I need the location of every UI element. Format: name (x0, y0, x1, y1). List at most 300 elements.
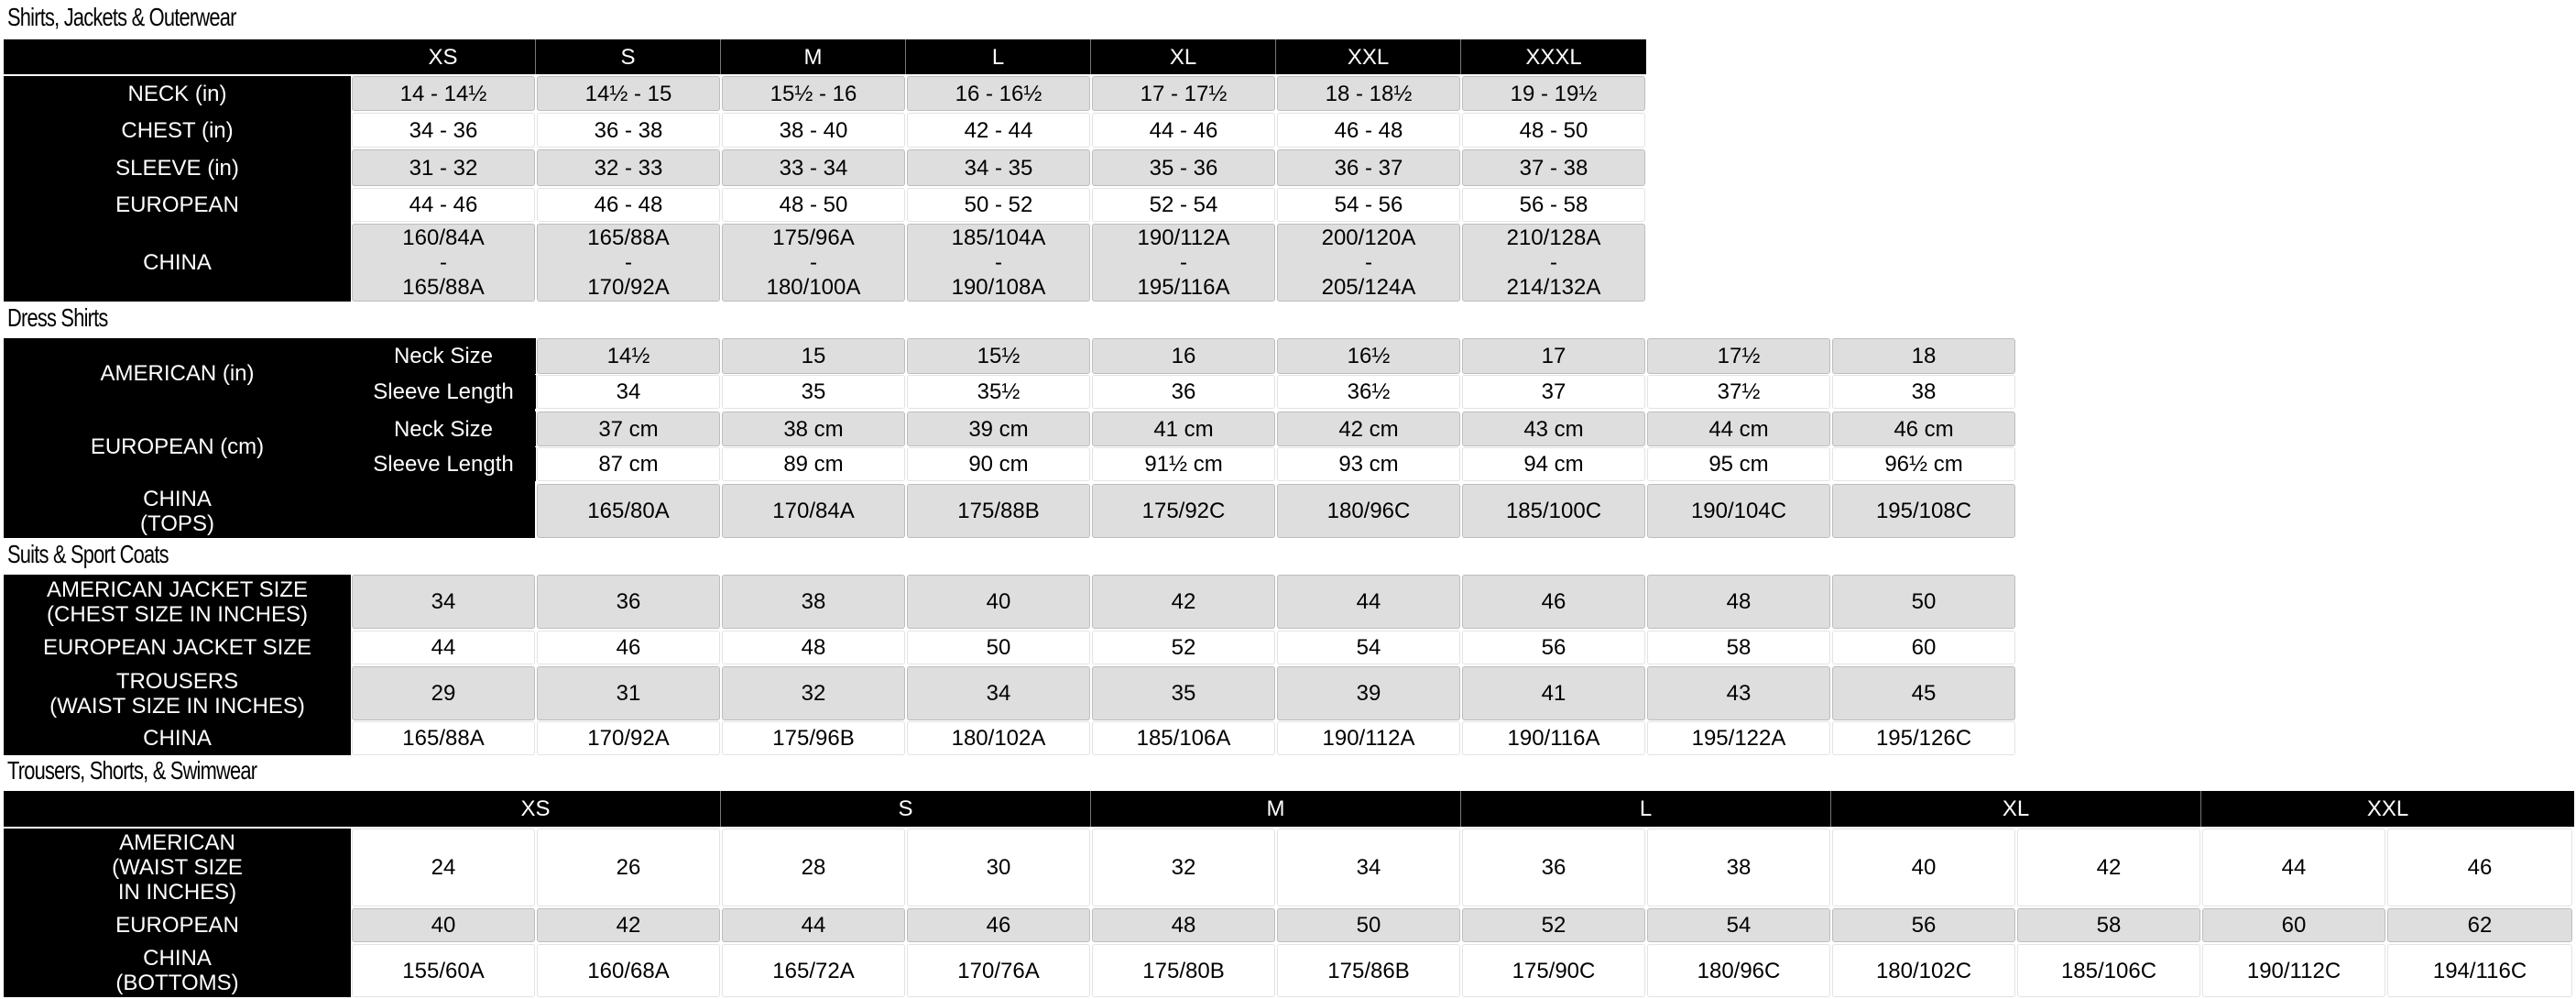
trousers-cell-text: 48 (1171, 913, 1196, 938)
dress-sub-label (351, 375, 536, 409)
dress-cell (1092, 375, 1275, 409)
suits-row-label-text: EUROPEAN JACKET SIZE (43, 635, 311, 660)
trousers-cell-text: 40 (431, 913, 456, 938)
dress-cell (537, 375, 720, 409)
dress-cell (1462, 484, 1645, 538)
shirts-cell-text: - (995, 250, 1002, 275)
trousers-cell-text: 44 (801, 913, 826, 938)
trousers-cell-text: 24 (431, 855, 456, 880)
dress-cell-text: 95 cm (1708, 452, 1769, 477)
dress-cell (1277, 484, 1460, 538)
dress-cell-text: 38 cm (783, 416, 844, 442)
trousers-cell (1647, 944, 1830, 997)
suits-cell (722, 666, 905, 720)
shirts-cell-text: 210/128A (1506, 225, 1601, 250)
dress-cell-text: 185/100C (1505, 499, 1602, 523)
suits-cell-text: 44 (1356, 589, 1381, 614)
suits-row-label (4, 721, 351, 755)
suits-cell-text: 39 (1356, 681, 1381, 706)
dress-cell (1647, 338, 1830, 374)
shirts-cell-text: 18 - 18½ (1325, 81, 1413, 106)
trousers-cell-text: 190/112C (2246, 958, 2341, 983)
dress-cell-text: 93 cm (1338, 452, 1399, 477)
suits-cell (1832, 631, 2015, 664)
suits-cell (1462, 721, 1645, 755)
trousers-cell (2387, 944, 2572, 997)
dress-cell (1277, 447, 1460, 481)
dress-cell (1832, 484, 2015, 538)
dress-cell (537, 412, 720, 446)
suits-cell (1832, 666, 2015, 720)
suits-cell-text: 195/122A (1691, 726, 1786, 751)
shirts-cell (1092, 224, 1275, 302)
dress-cell (1647, 447, 1830, 481)
trousers-cell-text: 180/102C (1875, 958, 1972, 983)
trousers-cell (1092, 908, 1275, 942)
shirts-cell-text: 165/88A (402, 275, 485, 300)
section-title-dress-shirts: Dress Shirts (7, 303, 108, 332)
dress-cell-text: 89 cm (783, 452, 844, 477)
trousers-cell (537, 829, 720, 906)
dress-cell-text: 170/84A (772, 499, 855, 523)
trousers-row-label-text: CHINA (143, 946, 212, 971)
trousers-row-label (4, 944, 351, 997)
dress-sub-label-text: Sleeve Length (373, 379, 514, 404)
trousers-cell-text: 175/80B (1142, 958, 1225, 983)
shirts-cell-text: 50 - 52 (964, 192, 1033, 217)
suits-cell (1832, 575, 2015, 629)
shirts-cell-text: 190/112A (1137, 225, 1230, 250)
suits-cell-text: 175/96B (772, 726, 855, 751)
suits-cell-text: 185/106A (1136, 726, 1231, 751)
shirts-cell-text: 36 - 37 (1334, 155, 1403, 181)
dress-cell-text: 190/104C (1690, 499, 1787, 523)
section-title-shirts: Shirts, Jackets & Outerwear (7, 3, 236, 31)
shirts-row-label-text: CHEST (in) (121, 117, 234, 143)
dress-cell-text: 15 (801, 344, 826, 368)
trousers-cell (352, 908, 535, 942)
suits-cell (537, 631, 720, 664)
suits-row-label (4, 575, 351, 629)
shirts-cell (907, 188, 1090, 222)
shirts-cell (1277, 76, 1460, 111)
shirts-cell-text: - (625, 250, 632, 275)
shirts-size-header (1461, 39, 1646, 74)
dress-cell (1462, 412, 1645, 446)
suits-cell (907, 575, 1090, 629)
shirts-cell-text: 200/120A (1321, 225, 1416, 250)
trousers-cell-text: 36 (1541, 855, 1566, 880)
shirts-cell-text: 46 - 48 (1334, 117, 1403, 143)
suits-cell (1832, 721, 2015, 755)
dress-cell (1277, 412, 1460, 446)
trousers-cell-text: 56 (1911, 913, 1937, 938)
trousers-cell-text: 32 (1171, 855, 1196, 880)
dress-cell-text: 94 cm (1523, 452, 1584, 477)
suits-cell-text: 190/116A (1507, 726, 1600, 751)
trousers-cell (907, 908, 1090, 942)
shirts-cell-text: 190/108A (951, 275, 1046, 300)
shirts-cell (722, 224, 905, 302)
suits-cell-text: 44 (431, 635, 456, 660)
dress-cell-text: 165/80A (587, 499, 670, 523)
shirts-cell (1462, 76, 1645, 111)
dress-cell (907, 412, 1090, 446)
dress-cell-text: 39 cm (968, 416, 1029, 442)
trousers-cell-text: 40 (1911, 855, 1937, 880)
shirts-cell-text: 19 - 19½ (1510, 81, 1598, 106)
trousers-cell-text: 180/96C (1697, 958, 1781, 983)
suits-cell (907, 721, 1090, 755)
trousers-cell-text: 46 (2467, 855, 2493, 880)
shirts-cell (907, 149, 1090, 186)
shirts-size-header (351, 39, 536, 74)
dress-cell-text: 42 cm (1338, 416, 1399, 442)
trousers-cell-text: 194/116C (2432, 958, 2527, 983)
trousers-cell (1832, 829, 2015, 906)
trousers-cell (1462, 908, 1645, 942)
trousers-cell-text: 38 (1726, 855, 1752, 880)
trousers-cell (1092, 944, 1275, 997)
suits-cell-text: 42 (1171, 589, 1196, 614)
shirts-cell-text: - (440, 250, 447, 275)
dress-cell (537, 338, 720, 374)
suits-cell-text: 40 (986, 589, 1011, 614)
shirts-cell-text: 14½ - 15 (584, 81, 672, 106)
dress-cell-text: 38 (1911, 379, 1937, 404)
trousers-row-label (4, 908, 351, 942)
dress-cell (1277, 338, 1460, 374)
shirts-cell-text: 31 - 32 (409, 155, 478, 181)
shirts-row-label (4, 188, 351, 222)
dress-cell (1647, 375, 1830, 409)
shirts-size-header-text: L (991, 44, 1005, 70)
trousers-cell-text: 185/106C (2060, 958, 2157, 983)
shirts-cell-text: 44 - 46 (409, 192, 478, 217)
dress-cell (1832, 412, 2015, 446)
trousers-cell-text: 52 (1541, 913, 1566, 938)
dress-cell (907, 338, 1090, 374)
shirts-cell (1092, 113, 1275, 148)
suits-cell (1462, 666, 1645, 720)
shirts-size-header (906, 39, 1091, 74)
dress-cell (722, 375, 905, 409)
dress-cell-text: 96½ cm (1884, 452, 1963, 477)
dress-cell-text: 175/92C (1141, 499, 1226, 523)
trousers-cell (907, 829, 1090, 906)
shirts-cell-text: 48 - 50 (1519, 117, 1588, 143)
dress-cell (722, 447, 905, 481)
suits-cell (1092, 631, 1275, 664)
trousers-cell (1832, 944, 2015, 997)
suits-cell-text: 29 (431, 681, 456, 706)
dress-sub-label-text: Sleeve Length (373, 452, 514, 477)
shirts-cell-text: 34 - 35 (964, 155, 1033, 181)
trousers-cell (537, 908, 720, 942)
suits-cell (1277, 666, 1460, 720)
trousers-row-label-text: IN INCHES) (117, 880, 237, 905)
shirts-cell (1462, 224, 1645, 302)
shirts-cell-text: 37 - 38 (1519, 155, 1588, 181)
dress-cell (907, 484, 1090, 538)
suits-cell-text: 56 (1541, 635, 1566, 660)
trousers-cell (722, 829, 905, 906)
dress-cell-text: 14½ (606, 344, 650, 368)
suits-cell-text: 48 (801, 635, 826, 660)
suits-cell (537, 666, 720, 720)
shirts-cell-text: 17 - 17½ (1140, 81, 1228, 106)
suits-cell-text: 45 (1911, 681, 1937, 706)
dress-sub-label-text: Neck Size (393, 344, 494, 368)
dress-cell (907, 375, 1090, 409)
dress-cell (907, 447, 1090, 481)
shirts-cell (1277, 224, 1460, 302)
shirts-row-label-text: NECK (in) (127, 81, 227, 106)
shirts-cell-text: 36 - 38 (594, 117, 663, 143)
suits-cell-text: 50 (986, 635, 1011, 660)
dress-cell (1092, 447, 1275, 481)
shirts-cell-text: 44 - 46 (1149, 117, 1218, 143)
dress-group-label-text: (TOPS) (140, 510, 214, 536)
dress-group-label-text: EUROPEAN (cm) (90, 434, 265, 459)
trousers-cell (722, 908, 905, 942)
shirts-cell (722, 76, 905, 111)
shirts-cell (722, 149, 905, 186)
dress-cell-text: 41 cm (1153, 416, 1214, 442)
shirts-cell (537, 188, 720, 222)
suits-cell (1647, 631, 1830, 664)
shirts-cell-text: - (1180, 250, 1187, 275)
dress-cell-text: 180/96C (1326, 499, 1411, 523)
trousers-size-header-text: XXL (2366, 796, 2409, 821)
trousers-cell-text: 155/60A (402, 958, 485, 983)
suits-cell (1092, 575, 1275, 629)
dress-cell (1832, 447, 2015, 481)
shirts-cell-text: 46 - 48 (594, 192, 663, 217)
trousers-size-header-text: XS (520, 796, 551, 821)
shirts-cell (352, 113, 535, 148)
dress-cell-text: 90 cm (968, 452, 1029, 477)
shirts-row-label-text: CHINA (143, 250, 212, 275)
trousers-cell (2017, 829, 2200, 906)
suits-cell (352, 666, 535, 720)
suits-cell (1092, 666, 1275, 720)
trousers-cell-text: 170/76A (957, 958, 1040, 983)
dress-cell-text: 44 cm (1708, 416, 1769, 442)
dress-group-label (4, 412, 351, 481)
shirts-cell-text: - (1365, 250, 1372, 275)
trousers-cell (1277, 829, 1460, 906)
trousers-size-header (351, 791, 721, 827)
shirts-row-label (4, 149, 351, 186)
shirts-size-header-text: XS (428, 44, 458, 70)
trousers-row-label-text: (BOTTOMS) (115, 971, 239, 995)
shirts-row-label (4, 224, 351, 302)
dress-cell-text: 35½ (977, 379, 1021, 404)
dress-cell (1462, 338, 1645, 374)
trousers-cell (1092, 829, 1275, 906)
suits-cell (722, 631, 905, 664)
shirts-cell (907, 224, 1090, 302)
trousers-cell-text: 165/72A (772, 958, 855, 983)
trousers-cell (1462, 944, 1645, 997)
shirts-cell (1462, 149, 1645, 186)
suits-cell-text: 38 (801, 589, 826, 614)
trousers-size-header (721, 791, 1091, 827)
trousers-cell (1647, 829, 1830, 906)
dress-cell-text: 37 (1541, 379, 1566, 404)
trousers-cell (2202, 944, 2385, 997)
shirts-cell-text: 56 - 58 (1519, 192, 1588, 217)
shirts-cell-text: - (810, 250, 817, 275)
shirts-row-label (4, 76, 351, 111)
section-title-trousers: Trousers, Shorts, & Swimwear (7, 756, 257, 785)
dress-cell-text: 17 (1541, 344, 1566, 368)
shirts-cell (1462, 113, 1645, 148)
suits-cell (722, 721, 905, 755)
shirts-cell (1092, 188, 1275, 222)
suits-cell-text: 180/102A (951, 726, 1046, 751)
shirts-row-label-text: EUROPEAN (115, 192, 239, 217)
shirts-row-label-text: SLEEVE (in) (115, 155, 239, 181)
shirts-cell-text: 38 - 40 (779, 117, 848, 143)
trousers-cell-text: 42 (616, 913, 641, 938)
shirts-cell-text: 205/124A (1321, 275, 1416, 300)
dress-cell-text: 37 cm (598, 416, 659, 442)
dress-sub-label-text: Neck Size (393, 416, 494, 442)
suits-row-label-text: (WAIST SIZE IN INCHES) (49, 693, 305, 719)
dress-cell (722, 484, 905, 538)
trousers-cell (352, 829, 535, 906)
shirts-cell-text: 175/96A (772, 225, 855, 250)
shirts-cell-text: 214/132A (1506, 275, 1601, 300)
shirts-cell-text: 33 - 34 (779, 155, 848, 181)
shirts-size-header-text: XL (1169, 44, 1197, 70)
trousers-cell-text: 54 (1726, 913, 1752, 938)
dress-sub-label (351, 447, 536, 481)
suits-cell-text: 165/88A (402, 726, 485, 751)
shirts-size-header (721, 39, 906, 74)
dress-cell (1092, 484, 1275, 538)
suits-cell (1647, 721, 1830, 755)
shirts-cell-text: 34 - 36 (409, 117, 478, 143)
shirts-cell-text: 48 - 50 (779, 192, 848, 217)
shirts-cell-text: 195/116A (1137, 275, 1230, 300)
dress-cell-text: 195/108C (1875, 499, 1972, 523)
dress-cell (1092, 338, 1275, 374)
dress-group-label (4, 484, 351, 538)
shirts-size-header (1276, 39, 1461, 74)
shirts-size-header-text: M (803, 44, 823, 70)
trousers-size-header (1461, 791, 1831, 827)
dress-cell-text: 16 (1171, 344, 1196, 368)
suits-cell (1277, 575, 1460, 629)
suits-row-label-text: CHINA (143, 726, 212, 751)
dress-cell-text: 175/88B (957, 499, 1040, 523)
suits-cell-text: 170/92A (587, 726, 670, 751)
suits-cell (537, 575, 720, 629)
shirts-cell-text: 54 - 56 (1334, 192, 1403, 217)
trousers-cell-text: 30 (986, 855, 1011, 880)
shirts-cell (537, 76, 720, 111)
dress-group-label (4, 338, 351, 409)
shirts-cell (1462, 188, 1645, 222)
trousers-cell-text: 44 (2281, 855, 2307, 880)
dress-cell-text: 36 (1171, 379, 1196, 404)
dress-cell-text: 37½ (1717, 379, 1761, 404)
shirts-size-header-text: XXXL (1525, 44, 1582, 70)
trousers-row-label-text: AMERICAN (119, 830, 235, 855)
shirts-cell (537, 113, 720, 148)
shirts-cell-text: 32 - 33 (594, 155, 663, 181)
dress-cell-text: 87 cm (598, 452, 659, 477)
shirts-cell (1092, 149, 1275, 186)
dress-cell (537, 484, 720, 538)
trousers-cell-text: 46 (986, 913, 1011, 938)
shirts-cell-text: 165/88A (587, 225, 670, 250)
trousers-cell (2017, 908, 2200, 942)
suits-cell (1647, 575, 1830, 629)
suits-cell (352, 721, 535, 755)
suits-cell-text: 190/112A (1322, 726, 1415, 751)
trousers-cell-text: 175/90C (1512, 958, 1596, 983)
suits-row-label-text: (CHEST SIZE IN INCHES) (47, 601, 308, 627)
dress-cell (1462, 375, 1645, 409)
trousers-cell (1832, 908, 2015, 942)
trousers-cell (1462, 829, 1645, 906)
trousers-cell (2387, 829, 2572, 906)
suits-cell-text: 46 (1541, 589, 1566, 614)
trousers-cell (722, 944, 905, 997)
section-title-suits: Suits & Sport Coats (7, 540, 169, 568)
trousers-cell-text: 28 (801, 855, 826, 880)
trousers-size-header-text: S (898, 796, 913, 821)
trousers-cell-text: 175/86B (1327, 958, 1410, 983)
suits-cell-text: 195/126C (1875, 726, 1972, 751)
shirts-cell-text: 15½ - 16 (770, 81, 857, 106)
dress-cell-text: 34 (616, 379, 641, 404)
dress-cell (1462, 447, 1645, 481)
suits-cell-text: 41 (1541, 681, 1566, 706)
trousers-size-header-text: XL (2002, 796, 2030, 821)
trousers-cell (537, 944, 720, 997)
suits-row-label (4, 666, 351, 720)
suits-cell (537, 721, 720, 755)
shirts-cell (1277, 188, 1460, 222)
shirts-cell-text: 14 - 14½ (399, 81, 487, 106)
shirts-cell-text: 35 - 36 (1149, 155, 1218, 181)
shirts-size-header-text: S (620, 44, 636, 70)
shirts-cell (722, 188, 905, 222)
suits-cell-text: 50 (1911, 589, 1937, 614)
trousers-cell-text: 34 (1356, 855, 1381, 880)
trousers-cell (1277, 908, 1460, 942)
suits-cell-text: 46 (616, 635, 641, 660)
trousers-cell-text: 42 (2096, 855, 2122, 880)
suits-cell (352, 575, 535, 629)
shirts-cell (352, 188, 535, 222)
suits-cell-text: 54 (1356, 635, 1381, 660)
shirts-cell (352, 224, 535, 302)
trousers-cell (2017, 944, 2200, 997)
dress-sub-label (351, 412, 536, 446)
trousers-cell-text: 60 (2281, 913, 2307, 938)
trousers-cell (2202, 829, 2385, 906)
shirts-cell-text: 170/92A (587, 275, 670, 300)
shirts-size-header-text: XXL (1347, 44, 1390, 70)
dress-cell (1647, 412, 1830, 446)
suits-cell-text: 36 (616, 589, 641, 614)
